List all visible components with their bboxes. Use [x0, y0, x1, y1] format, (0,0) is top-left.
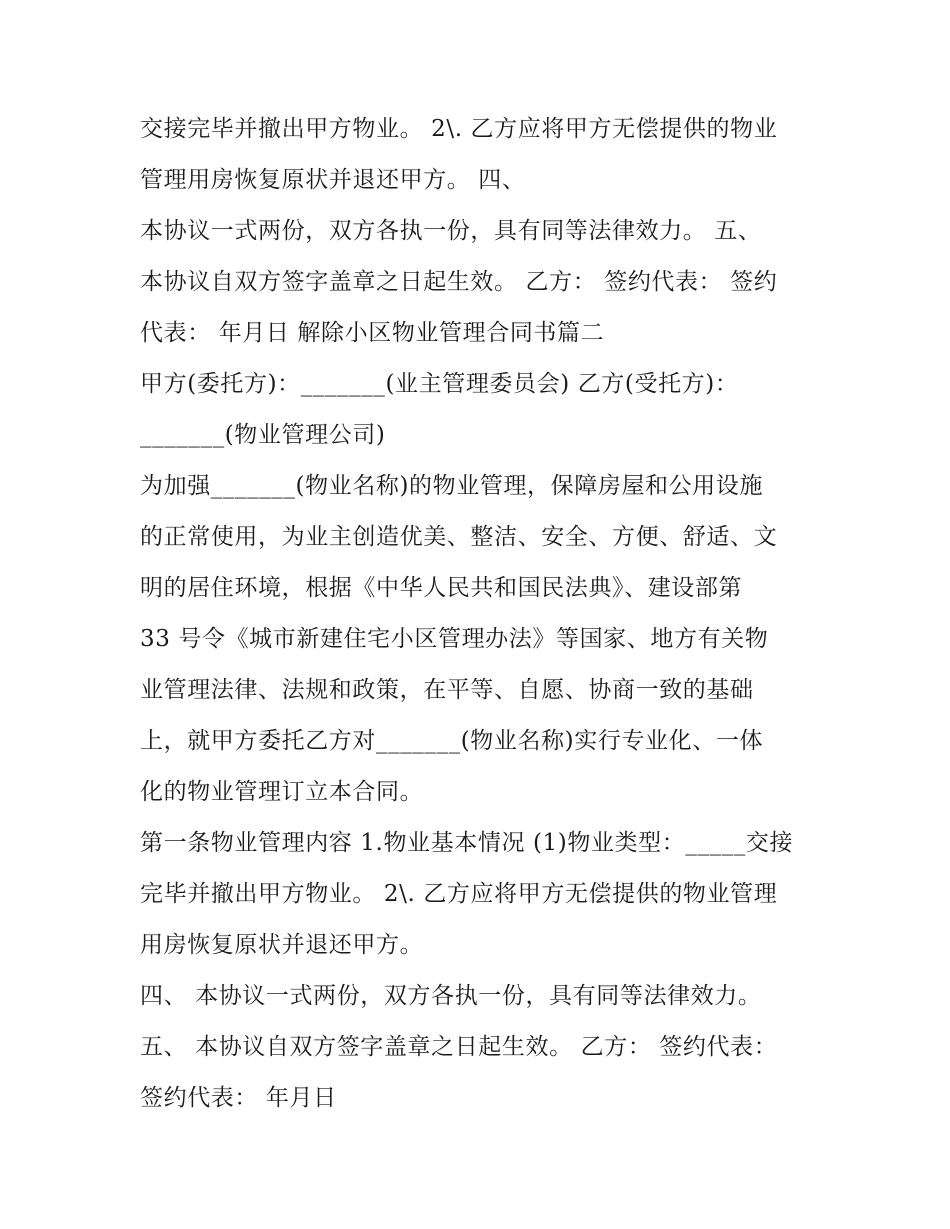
text-line: 完毕并撤出甲方物业。 2\. 乙方应将甲方无偿提供的物业管理 — [140, 881, 778, 907]
text-line: 上，就甲方委托乙方对_______(物业名称)实行专业化、一体 — [140, 728, 764, 754]
party-b-line: _______(物业管理公司) — [140, 422, 386, 448]
text-line: 明的居住环境，根据《中华人民共和国民法典》、建设部第 — [140, 575, 743, 601]
text-line: 本协议自双方签字盖章之日起生效。 乙方： 签约代表： 签约 — [140, 269, 778, 295]
text-line: 业管理法律、法规和政策，在平等、自愿、协商一致的基础 — [140, 677, 754, 703]
party-a-line: 甲方(委托方)：_______(业主管理委员会) 乙方(受托方)： — [140, 371, 739, 397]
text-line: 管理用房恢复原状并退还甲方。 四、 — [140, 167, 526, 193]
document-body — [140, 104, 830, 1124]
article-one-line: 第一条物业管理内容 1.物业基本情况 (1)物业类型：_____交接 — [140, 830, 794, 856]
section-title-line: 代表： 年月日 解除小区物业管理合同书篇二 — [140, 320, 605, 346]
text-line: 为加强_______(物业名称)的物业管理，保障房屋和公用设施 — [140, 473, 764, 499]
text-line: 33 号令《城市新建住宅小区管理办法》等国家、地方有关物 — [140, 626, 769, 652]
text-line: 的正常使用，为业主创造优美、整洁、安全、方便、舒适、文 — [140, 524, 778, 550]
clause-four-line: 四、 本协议一式两份，双方各执一份，具有同等法律效力。 — [140, 983, 762, 1009]
text-line: 用房恢复原状并退还甲方。 — [140, 932, 424, 958]
clause-five-line: 五、 本协议自双方签字盖章之日起生效。 乙方： 签约代表： — [140, 1034, 778, 1060]
signature-line: 签约代表： 年月日 — [140, 1085, 337, 1111]
text-line: 本协议一式两份，双方各执一份，具有同等法律效力。 五、 — [140, 218, 762, 244]
text-line: 交接完毕并撤出甲方物业。 2\. 乙方应将甲方无偿提供的物业 — [140, 116, 778, 142]
text-line: 化的物业管理订立本合同。 — [140, 779, 424, 805]
